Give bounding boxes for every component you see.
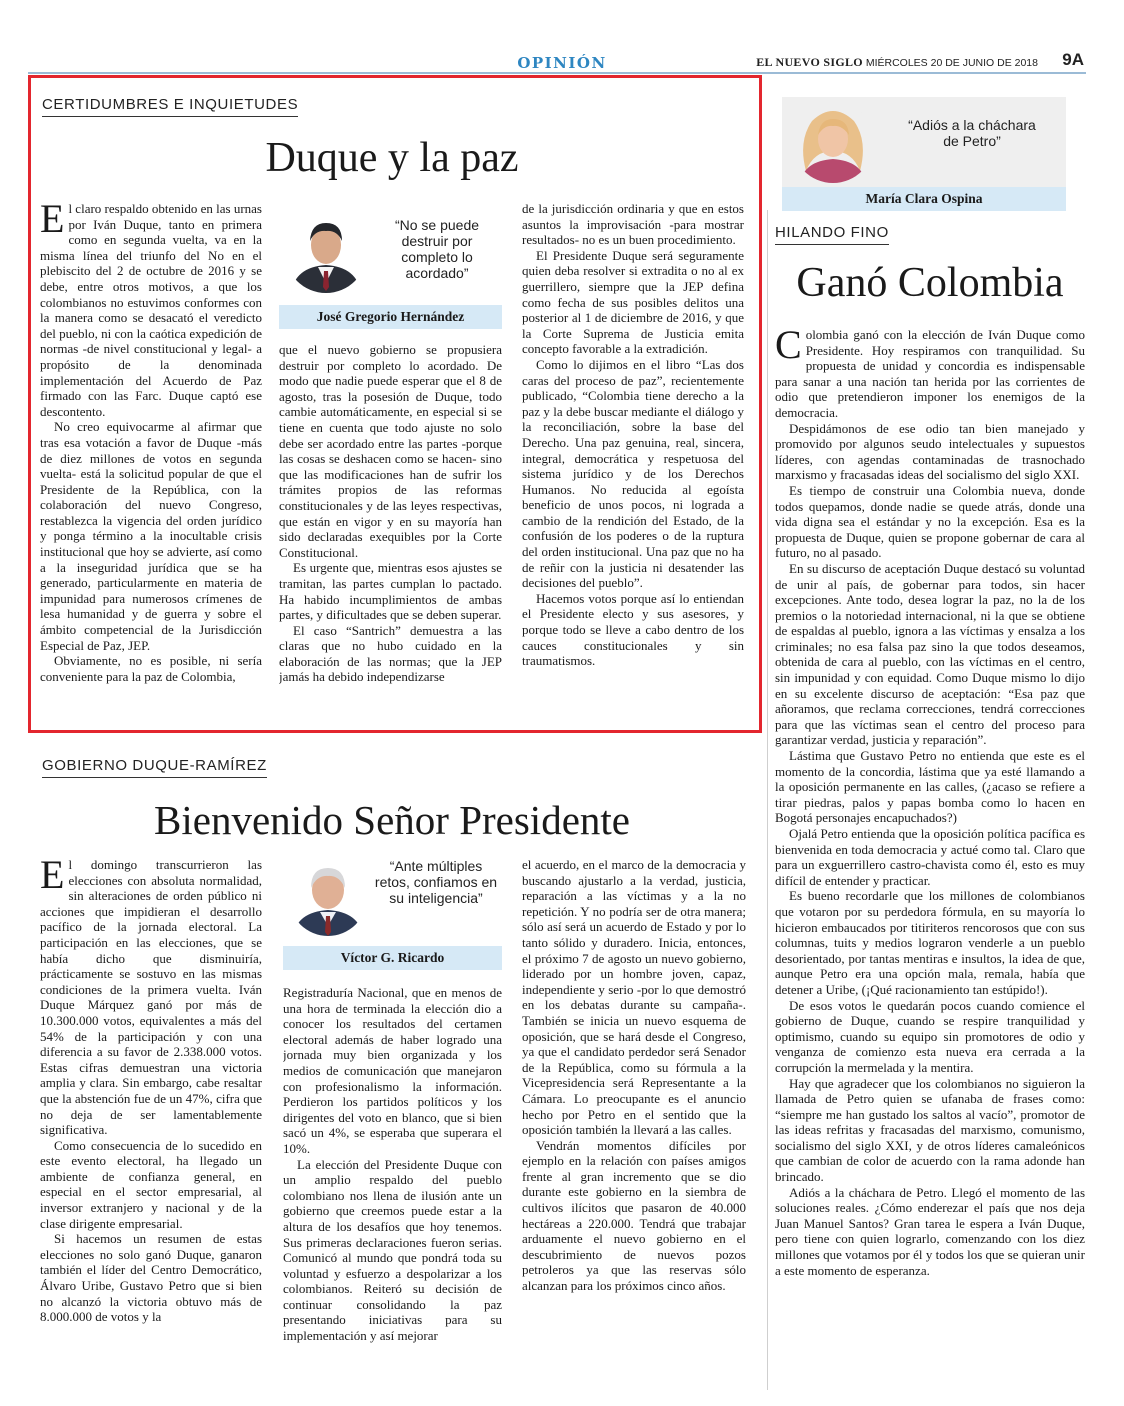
article2-paragraph: Como consecuencia de lo sucedido en este evento electoral, ha llegado un ambiente de confianza general, en especial en el sector empresarial, al inversor extranjero y nacional y de la clase dirigente empresarial. [40, 1137, 262, 1231]
article2-col1 [40, 857, 262, 1390]
author-quote: “No se puede destruir por completo lo acordado” [394, 217, 480, 281]
article1-paragraph: Es urgente que, mientras esos ajustes se tramitan, las partes cumplan lo pactado. Ha habido incumplimientos de ambas partes, y dificultades que se deben superar. [279, 560, 502, 623]
article1-paragraph: El caso “Santrich” demuestra a las claras que no hubo cuidado en la elaboración de las normas; que la JEP jamás ha debido independizarse [279, 622, 502, 685]
author-photo [289, 858, 367, 936]
article3-paragraph: Ojalá Petro entienda que la oposición política pacífica es bienvenida en toda democracia y actué como tal. Claro que para un exguerrillero castro-chavista como él, esto es muy difícil de entender y practicar. [775, 826, 1085, 888]
article1-paragraph: No creo equivocarme al afirmar que tras esa votación a favor de Duque -más de diez millones de votos en segunda vuelta- está la solicitud popular de que el Presidente de la República, con la colaboración del nuevo Congreso, restablezca la vigencia del orden jurídico y ponga término a la inocultable crisis institucional que hoy se advierte, así como a la inseguridad jurídica que se ha generado, particularmente en materia de impunidad para numerosos crímenes de lesa humanidad y de guerra y sobre el ámbito competencial de la Jurisdicción Especial de Paz, JEP. [40, 419, 262, 653]
article1-paragraph: que el nuevo gobierno se propusiera destruir por completo lo acordado. De modo que nadie puede esperar que el 8 de agosto, tras la posesión de Duque, todo cambie automáticamente, en especial si se tiene en cuenta que todo ajuste no solo debe ser acordado entre las partes -porque las cosas se deshacen como se hacen- sino que las modificaciones han de sufrir los trámites propios de las reformas constitucionales y de las leyes respectivas, que están en vigor y en su mayoría han sido declaradas exequibles por la Corte Constitucional. [279, 342, 502, 560]
article2-paragraph: Registraduría Nacional, que en menos de una hora de terminada la elección dio a conocer los resultados del certamen electoral además de haber logrado una jornada muy bien organizada y los medios de comunicación que manejaron con profesionalismo la información. Perdieron los partidos políticos y los dirigentes del voto en blanco, que si bien sacó un 4%, se esperaba que superara el 10%. [283, 985, 502, 1156]
article1-author-box [279, 207, 502, 329]
article1-paragraph: El claro respaldo obtenido en las urnas por Iván Duque, tanto en primera como en segunda vuelta, va en la misma línea del triunfo del No en el plebiscito del 2 de octubre de 2016 y se debe, entre otros motivos, a que los colombianos no estuvimos conformes con la manera como se desacató el veredicto del pueblo, ni con la caótica expedición de normas -de nivel constitucional y legal- a propósito de la denominada implementación del Acuerdo de Paz firmado con las Farc. Duque captó ese descontento. [40, 201, 262, 419]
author-name: María Clara Ospina [782, 187, 1066, 211]
author-name: Víctor G. Ricardo [283, 946, 502, 970]
paper-info [756, 55, 1038, 70]
article3-headline: Ganó Colombia [796, 260, 1064, 306]
article1-headline: Duque y la paz [265, 135, 519, 181]
article2-col2 [283, 985, 502, 1390]
paper-name: EL NUEVO SIGLO [756, 55, 863, 69]
article1-col3 [522, 201, 744, 724]
article3-paragraph: Lástima que Gustavo Petro no entienda que este es el momento de la concordia, lástima que ya esté llamando a la oposición permanente en las calles, (¿acaso se refiere a tirar piedras, palos y papas bomba como lo hacen en Bogotá personajes encapuchados?) [775, 748, 1085, 826]
author-photo [285, 211, 367, 293]
article2-col3 [522, 857, 746, 1390]
article3-paragraph: Adiós a la cháchara de Petro. Llegó el momento de las soluciones reales. ¿Cómo enderezar el país que nos deja Juan Manuel Santos? Gran tarea le espera a Iván Duque, pero tiene con quien lograrlo, comenzando con los diez millones que votamos por él y todos los que se quieran unir a este momento de esperanza. [775, 1184, 1085, 1278]
author-photo [792, 101, 874, 183]
article3-paragraph: Despidámonos de ese odio tan bien manejado y promovido por algunos seudo intelectuales y supuestos líderes, con agendas contaminadas de trasnochado marxismo y fracasadas ideas del socialismo del siglo XXI. [775, 420, 1085, 483]
article2-paragraph: el acuerdo, en el marco de la democracia y buscando ajustarlo a la verdad, justicia, reparación a las víctimas y a la no repetición. Y no podría ser de otra manera; sólo así será un acuerdo de Estado y por lo tanto sólido y duradero. Inicia, entonces, el próximo 7 de agosto un nuevo gobierno, liderado por un hombre joven, capaz, independiente y serio -por lo que demostró en los debatas durante su campaña-. También se inicia un nuevo esquema de oposición, que se hará desde el Congreso, ya que el candidato perdedor será Senador de la República, como su fórmula a la Vicepresidencia será Representante a la Cámara. Lo preocupante es el anuncio hecho por Petro en el sentido que la oposición también la llevará a las calles. [522, 857, 746, 1138]
article2-paragraph: El domingo transcurrieron las elecciones con absoluta normalidad, sin alteraciones de orden público ni acciones que impidieran el desarrollo pacífico de la jornada electoral. La participación en las elecciones, que se había dicho que disminuiría, prácticamente se sostuvo en las mismas condiciones de la primera vuelta. Iván Duque Márquez ganó por más de 10.300.000 votos, equivalentes a más del 54% de la participación y con una diferencia a su favor de 2.338.000 votos. Estas cifras demuestran una victoria amplia y clara. Sin embargo, cabe resaltar que la abstención fue de un 47%, cifra que no deja de ser lamentablemente significativa. [40, 857, 262, 1138]
article1-paragraph: Obviamente, no es posible, ni sería conveniente para la paz de Colombia, [40, 653, 262, 684]
article1-paragraph: El Presidente Duque será seguramente quien deba resolver si extradita o no al ex guerrillero, siempre que la JEP defina como fecha de sus posibles delitos una posterior al 1 de diciembre de 2016, y que la Corte Suprema de Justicia emita concepto favorable a la extradición. [522, 247, 744, 357]
paper-date: MIÉRCOLES 20 DE JUNIO DE 2018 [865, 57, 1038, 69]
page-number: 9A [1062, 50, 1084, 69]
article2-paragraph: Vendrán momentos difíciles por ejemplo en la relación con países amigos frente al gran incremento que se dio durante este gobierno en la siembra de cultivos ilícitos que pasaron de 40.000 hectáreas a 220.000. Tendrá que trabajar arduamente el nuevo gobierno en el descubrimiento de nuevos pozos petroleros ya que las reservas sólo alcanzan para los próximos cinco años. [522, 1137, 746, 1294]
article1-col2 [279, 342, 502, 724]
article3-paragraph: Es bueno recordarle que los millones de colombianos que votaron por su perdedora fórmula, en su mayoría lo hicieron embaucados por titiriteros rencorosos que con sus columnas, tuits y medios lograron venderle a un pueblo desorientado, por tantas mentiras e insultos, la idea de que, aunque Petro era una opción mala, remala, había que detener a Uribe, (¡Qué racionamiento tan estúpido!). [775, 888, 1085, 997]
article3-paragraph: Es tiempo de construir una Colombia nueva, donde todos quepamos, donde nadie se quede atrás, donde una vida digna sea el estándar y no la excepción. Esa es la propuesta de Duque, quien se propone gobernar de cara al futuro, no al pasado. [775, 482, 1085, 561]
article1-paragraph: Hacemos votos porque así lo entiendan el Presidente electo y sus asesores, y porque todo se lleve a cabo dentro de los cauces constitucionales y sin traumatismos. [522, 590, 744, 669]
section-label: OPINIÓN [517, 54, 607, 72]
author-name: José Gregorio Hernández [279, 305, 502, 329]
article3-author-box [782, 97, 1066, 211]
dropcap: E [40, 201, 65, 241]
article2-author-box [283, 856, 502, 970]
article2-paragraph: La elección del Presidente Duque con un amplio respaldo del pueblo colombiano nos llena de ilusión ante un gobierno que creemos puede estar a la altura de los desafíos que hoy tenemos. Sus primeras declaraciones fueron serias. Comunicó al mundo que pondrá toda su voluntad y esfuerzo a despolarizar a los colombianos. Reiteró su decisión de continuar consolidando la paz presentando iniciativas para su implementación y así mejorar [283, 1156, 502, 1344]
article3-paragraph: En su discurso de aceptación Duque destacó su voluntad de unir al país, de gobernar para todos, sin hacer excepciones. Ante todo, desea lograr la paz, no la de los premios o la notoriedad internacional, ni la que se obtiene de espaldas al pueblo, ignora a las víctimas y ensalza a los criminales; no esa falsa paz sino la que todos deseamos, obtenida de cara al pueblo, con las víctimas en el centro, sin impunidad y con equidad. Como Duque mismo lo dijo en su excelente discurso de aceptación: “Esa paz que añoramos, que reclama correcciones, tendrá correcciones para que las víctimas sean el centro del proceso para garantizar verdad, justicia y reparación”. [775, 560, 1085, 748]
article2-paragraph: Si hacemos un resumen de estas elecciones no solo ganó Duque, ganaron también el líder del Centro Democrático, Álvaro Uribe, Gustavo Petro que si bien no alcanzó la victoria obtuvo más de 8.000.000 de votos y la [40, 1231, 262, 1325]
article3-paragraph: De esos votos le quedarán pocos cuando comience el gobierno de Duque, cuando se respire tranquilidad y optimismo, cuando su equipo sin promotores de odio y venganza de comienzo esta nueva era cerrada a la corrupción la mermelada y la mentira. [775, 997, 1085, 1075]
author-quote: “Adiós a la cháchara de Petro” [908, 117, 1036, 149]
author-quote: “Ante múltiples retos, confiamos en su inteligencia” [374, 858, 498, 906]
article3-kicker: HILANDO FINO [775, 224, 889, 245]
article1-col1 [40, 201, 262, 724]
article3-paragraph: Colombia ganó con la elección de Iván Duque como Presidente. Hoy respiramos con tranquilidad. Su propuesta de unidad y concordia es indispensable para sanar a una nación tan herida por las corrientes de odio que pretendieron imponer los enemigos de la democracia. [775, 327, 1085, 420]
article1-paragraph: Como lo dijimos en el libro “Las dos caras del proceso de paz”, recientemente publicado, “Colombia tiene derecho a la paz y la debe buscar mediante el diálogo y la reconciliación, sobre la base del Derecho. Una paz genuina, real, sincera, integral, democrática y respetuosa del sistema jurídico y de los Derechos Humanos. No reducida al egoísta beneficio de unos pocos, ni lograda a cambio de la rendición del Estado, de la confusión de los poderes o de la ruptura del orden institucional. Una paz que no ha de reñir con la justicia ni desatender las decisiones del pueblo”. [522, 356, 744, 591]
dropcap: E [40, 857, 65, 897]
top-rule [28, 72, 1086, 74]
article2-headline: Bienvenido Señor Presidente [154, 797, 630, 843]
article3-paragraph: Hay que agradecer que los colombianos no siguieron la llamada de Petro quien se ufanaba de frases como: “siempre me han gustado los saltos al vacío”, promotor de las ideas refritas y fracasadas del marxismo, comunismo, socialismo del siglo XXI, y de otros líderes camaleónicos que cambian de color de acuerdo con la rama adonde han brincado. [775, 1075, 1085, 1185]
article1-kicker: CERTIDUMBRES E INQUIETUDES [42, 96, 298, 117]
dropcap: C [775, 327, 802, 367]
article2-kicker: GOBIERNO DUQUE-RAMÍREZ [42, 757, 267, 778]
column-divider [767, 210, 768, 1390]
article3-col1 [775, 327, 1085, 1390]
article1-paragraph: de la jurisdicción ordinaria y que en estos asuntos la improvisación -para mostrar resultados- no es un buen procedimiento. [522, 201, 744, 248]
